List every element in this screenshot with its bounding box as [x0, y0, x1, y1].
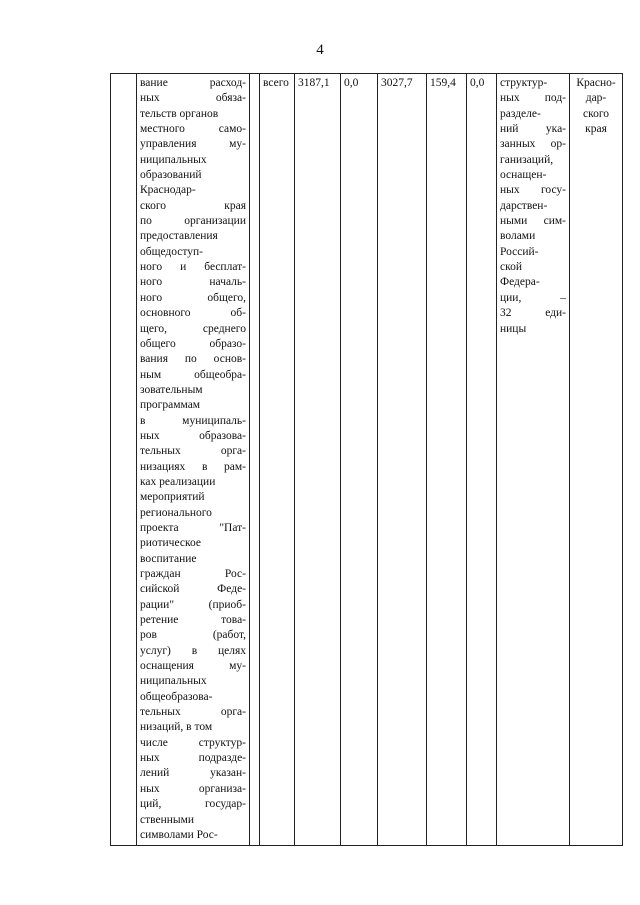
result-line: ными сим- [500, 215, 566, 228]
description-line: ных подразде- [140, 752, 246, 765]
result-line: оснащен- [500, 169, 547, 182]
description-line: ных образова- [140, 429, 246, 442]
description-line: основного об- [140, 307, 246, 320]
description-line: сийской Феде- [140, 583, 246, 596]
region-line: дар- [585, 92, 607, 105]
description-line: числе структур- [140, 736, 246, 749]
table-row [111, 74, 623, 846]
description-line: Краснодар- [140, 184, 196, 197]
other-cell: 0,0 [467, 74, 497, 846]
region-line: Красно- [576, 77, 616, 89]
description-line: общеобразова- [140, 690, 213, 703]
description-line: низациях в рам- [140, 460, 246, 473]
description-line: ного и бесплат- [140, 261, 246, 274]
description-line: воспитание [140, 552, 197, 565]
federal-cell: 0,0 [341, 74, 378, 846]
description-line: ных организа- [140, 782, 246, 795]
result-line: Россий- [500, 245, 539, 258]
description-line: ного началь- [140, 276, 246, 289]
result-line: занных ор- [500, 138, 566, 151]
description-line: низаций, в том [140, 721, 213, 734]
source-cell: всего [260, 74, 295, 846]
result-line: разделе- [500, 107, 541, 120]
description-line: мероприятий [140, 491, 205, 504]
description-line: ского края [140, 199, 246, 212]
description-line: ным общеобра- [140, 368, 246, 381]
description-line: образований [140, 169, 202, 182]
description-line: услуг) в целях [140, 644, 246, 657]
result-cell [497, 74, 570, 846]
result-line: ской [500, 261, 523, 274]
description-cell [137, 74, 250, 846]
result-line: волами [500, 230, 536, 243]
description-line: ного общего, [140, 291, 246, 304]
description-line: тельных орга- [140, 445, 246, 458]
description-line: ниципальных [140, 153, 207, 166]
result-line: ных под- [500, 92, 566, 105]
description-line: местного само- [140, 123, 246, 136]
result-line: ганизаций, [500, 153, 554, 166]
description-line: ретение това- [140, 614, 246, 627]
index-cell [111, 74, 137, 846]
region-line: ского [582, 107, 610, 120]
region-text [573, 76, 619, 137]
description-line: регионального [140, 506, 212, 519]
description-line: риотическое [140, 537, 201, 550]
region-cell [570, 74, 623, 846]
result-line: ницы [500, 322, 527, 335]
description-line: ров (работ, [140, 629, 246, 642]
description-line: управления му- [140, 138, 246, 151]
description-line: ных обяза- [140, 92, 246, 105]
regional-cell: 3027,7 [378, 74, 427, 846]
description-line: в муниципаль- [140, 414, 246, 427]
description-line: тельных орга- [140, 706, 246, 719]
description-text [140, 76, 246, 843]
description-line: щего, среднего [140, 322, 246, 335]
description-line: символами Рос- [140, 828, 218, 841]
local-cell: 159,4 [427, 74, 467, 846]
description-line: вание расход- [140, 77, 246, 89]
result-line: ции, – [500, 291, 566, 304]
description-line: рации" (приоб- [140, 598, 246, 611]
result-line: ных госу- [500, 184, 566, 197]
description-line: по организации [140, 215, 246, 228]
description-line: общедоступ- [140, 245, 204, 258]
result-line: дарствен- [500, 199, 548, 212]
description-line: тельств органов [140, 107, 219, 120]
description-line: лений указан- [140, 767, 246, 780]
description-line: ниципальных [140, 675, 207, 688]
description-line: оснащения му- [140, 660, 246, 673]
description-line: вания по основ- [140, 353, 246, 366]
empty-cell [250, 74, 260, 846]
program-table [110, 73, 623, 846]
total-cell: 3187,1 [295, 74, 341, 846]
result-text [500, 76, 566, 337]
description-line: программам [140, 399, 201, 412]
page-number: 4 [316, 42, 324, 58]
description-line: ках реализации [140, 475, 216, 488]
description-line: ций, государ- [140, 798, 246, 811]
region-line: края [585, 123, 607, 136]
description-line: общего образо- [140, 337, 246, 350]
description-line: проекта "Пат- [140, 521, 246, 534]
result-line: Федера- [500, 276, 540, 289]
description-line: граждан Рос- [140, 568, 246, 580]
description-line: зовательным [140, 383, 203, 396]
result-line: ний ука- [500, 123, 566, 136]
result-line: 32 еди- [500, 307, 566, 320]
description-line: предоставления [140, 230, 218, 243]
result-line: структур- [500, 77, 548, 89]
description-line: ственными [140, 813, 195, 826]
